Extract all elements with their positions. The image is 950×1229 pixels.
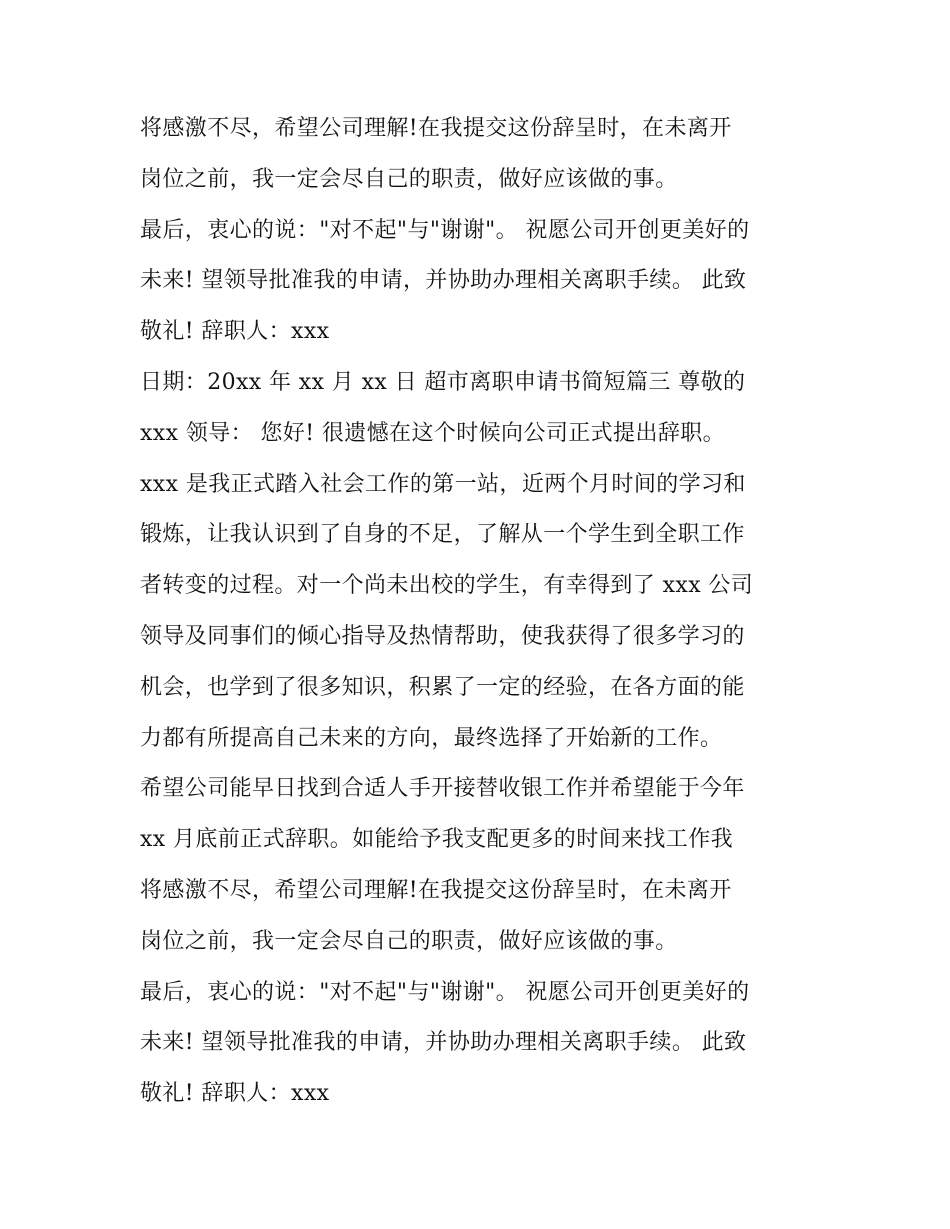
text-line: xxx 是我正式踏入社会工作的第一站，近两个月时间的学习和 (140, 471, 746, 497)
text-line: 希望公司能早日找到合适人手开接替收银工作并希望能于今年 (140, 776, 745, 802)
text-line: 力都有所提高自己未来的方向，最终选择了开始新的工作。 (140, 725, 723, 751)
text-line: 锻炼，让我认识到了自身的不足，了解从一个学生到全职工作 (140, 522, 745, 548)
text-line: 者转变的过程。对一个尚未出校的学生，有幸得到了 xxx 公司 (140, 573, 754, 599)
text-line: 领导及同事们的倾心指导及热情帮助，使我获得了很多学习的 (140, 623, 745, 649)
text-line: 最后，衷心的说："对不起"与"谢谢"。 祝愿公司开创更美好的 (140, 217, 750, 243)
text-line: xx 月底前正式辞职。如能给予我支配更多的时间来找工作我 (140, 827, 734, 853)
text-line: 未来! 望领导批准我的申请，并协助办理相关离职手续。 此致 (140, 1030, 747, 1056)
text-line: 岗位之前，我一定会尽自己的职责，做好应该做的事。 (140, 928, 678, 954)
text-line: 敬礼! 辞职人：xxx (140, 319, 330, 345)
text-line: 将感激不尽，希望公司理解!在我提交这份辞呈时，在未离开 (140, 877, 732, 903)
text-line: 岗位之前，我一定会尽自己的职责，做好应该做的事。 (140, 166, 678, 192)
text-line: xxx 领导： 您好! 很遗憾在这个时候向公司正式提出辞职。 (140, 420, 726, 446)
text-line: 日期：20xx 年 xx 月 xx 日 超市离职申请书简短篇三 尊敬的 (140, 369, 746, 395)
text-line: 将感激不尽，希望公司理解!在我提交这份辞呈时，在未离开 (140, 116, 732, 141)
text-line: 机会，也学到了很多知识，积累了一定的经验，在各方面的能 (140, 674, 745, 700)
document-body (140, 104, 830, 1120)
text-line: 敬礼! 辞职人：xxx (140, 1081, 330, 1107)
text-line: 未来! 望领导批准我的申请，并协助办理相关离职手续。 此致 (140, 268, 747, 294)
text-line: 最后，衷心的说："对不起"与"谢谢"。 祝愿公司开创更美好的 (140, 979, 750, 1005)
